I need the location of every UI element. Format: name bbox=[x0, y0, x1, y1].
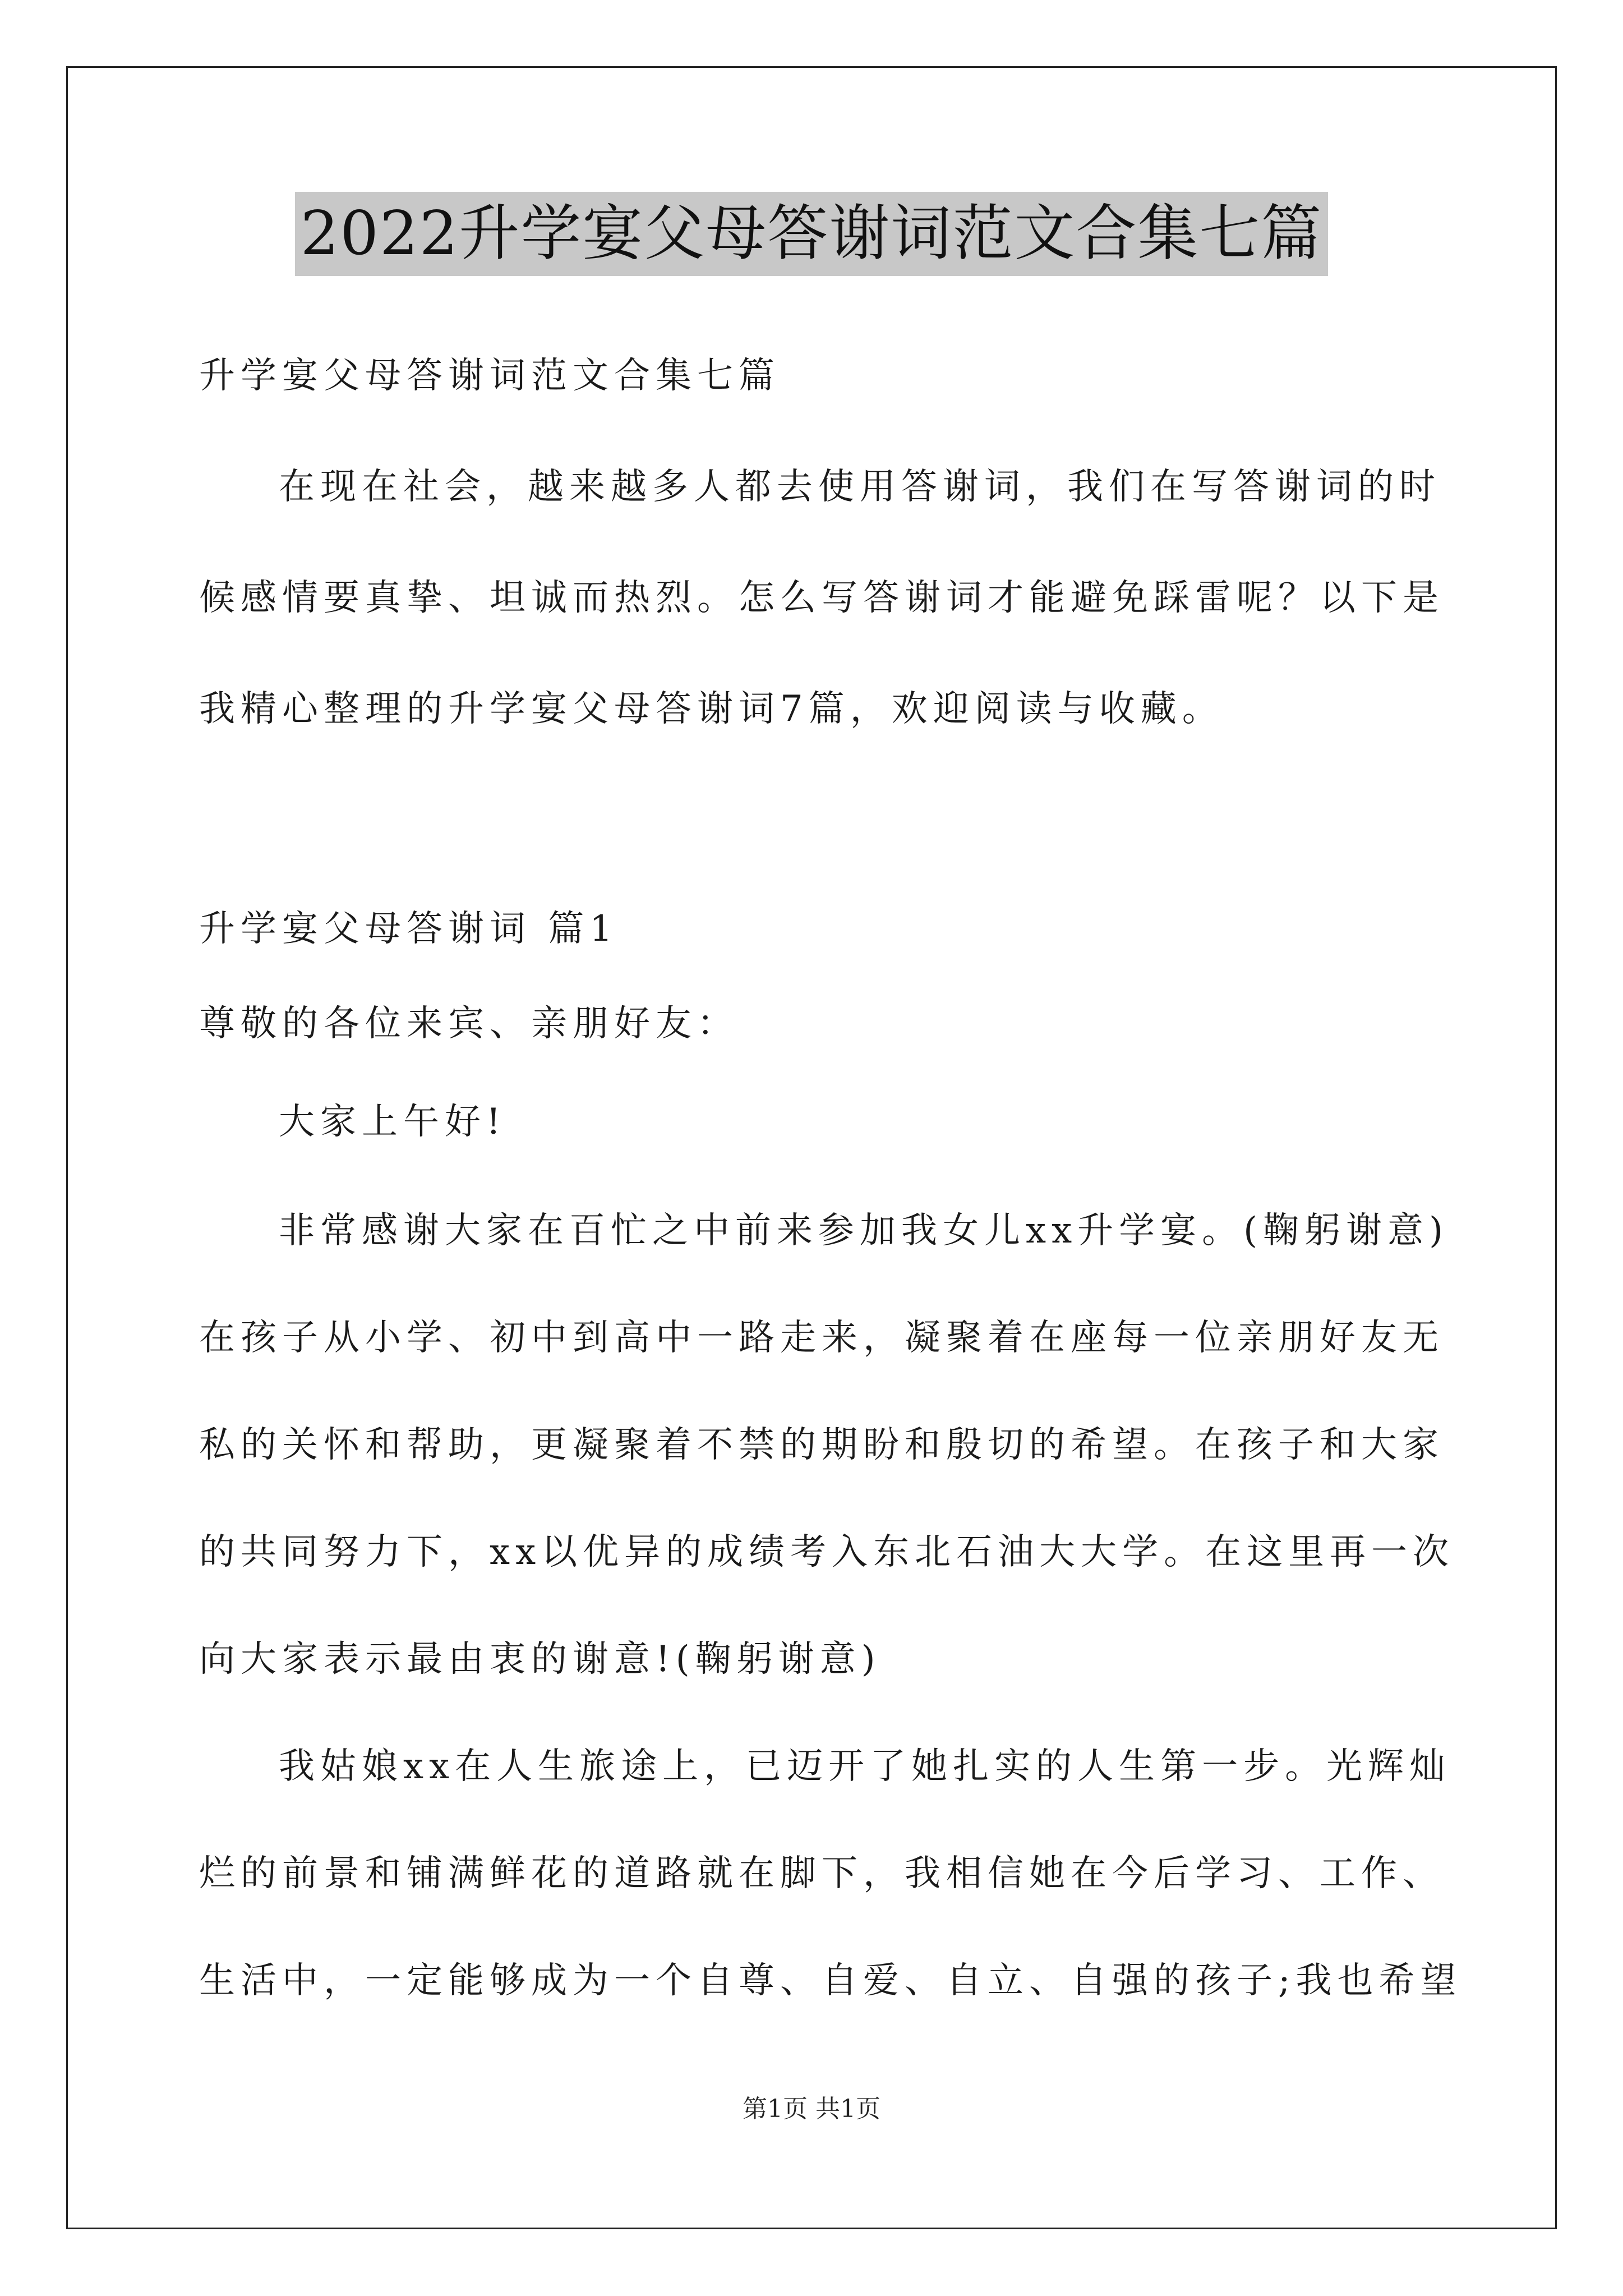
section-heading: 升学宴父母答谢词 篇1 bbox=[199, 908, 619, 950]
page-footer: 第1页 共1页 bbox=[743, 2095, 880, 2123]
intro-line-2: 候感情要真挚、坦诚而热烈。怎么写答谢词才能避免踩雷呢？以下是 bbox=[199, 577, 1444, 619]
paragraph-2-line-3: 生活中，一定能够成为一个自尊、自爱、自立、自强的孩子;我也希望 bbox=[199, 1960, 1462, 2001]
title-container bbox=[0, 192, 1623, 276]
paragraph-1-line-1: 非常感谢大家在百忙之中前来参加我女儿xx升学宴。(鞠躬谢意) bbox=[279, 1210, 1449, 1251]
paragraph-2-line-1: 我姑娘xx在人生旅途上，已迈开了她扎实的人生第一步。光辉灿 bbox=[279, 1746, 1451, 1787]
paragraph-2-line-2: 烂的前景和铺满鲜花的道路就在脚下，我相信她在今后学习、工作、 bbox=[199, 1853, 1444, 1894]
paragraph-1-line-3: 私的关怀和帮助，更凝聚着不禁的期盼和殷切的希望。在孩子和大家 bbox=[199, 1424, 1444, 1466]
subtitle-line: 升学宴父母答谢词范文合集七篇 bbox=[199, 355, 780, 397]
document-title: 2022升学宴父母答谢词范文合集七篇 bbox=[295, 192, 1329, 276]
intro-line-1: 在现在社会，越来越多人都去使用答谢词，我们在写答谢词的时 bbox=[279, 466, 1441, 508]
paragraph-1-line-2: 在孩子从小学、初中到高中一路走来，凝聚着在座每一位亲朋好友无 bbox=[199, 1317, 1444, 1359]
greeting-line: 大家上午好! bbox=[279, 1101, 506, 1143]
intro-line-3: 我精心整理的升学宴父母答谢词7篇，欢迎阅读与收藏。 bbox=[199, 688, 1224, 730]
paragraph-1-line-4: 的共同努力下，xx以优异的成绩考入东北石油大大学。在这里再一次 bbox=[199, 1531, 1455, 1573]
paragraph-1-line-5: 向大家表示最由衷的谢意!(鞠躬谢意) bbox=[199, 1639, 881, 1680]
salutation-line: 尊敬的各位来宾、亲朋好友： bbox=[199, 1003, 739, 1045]
